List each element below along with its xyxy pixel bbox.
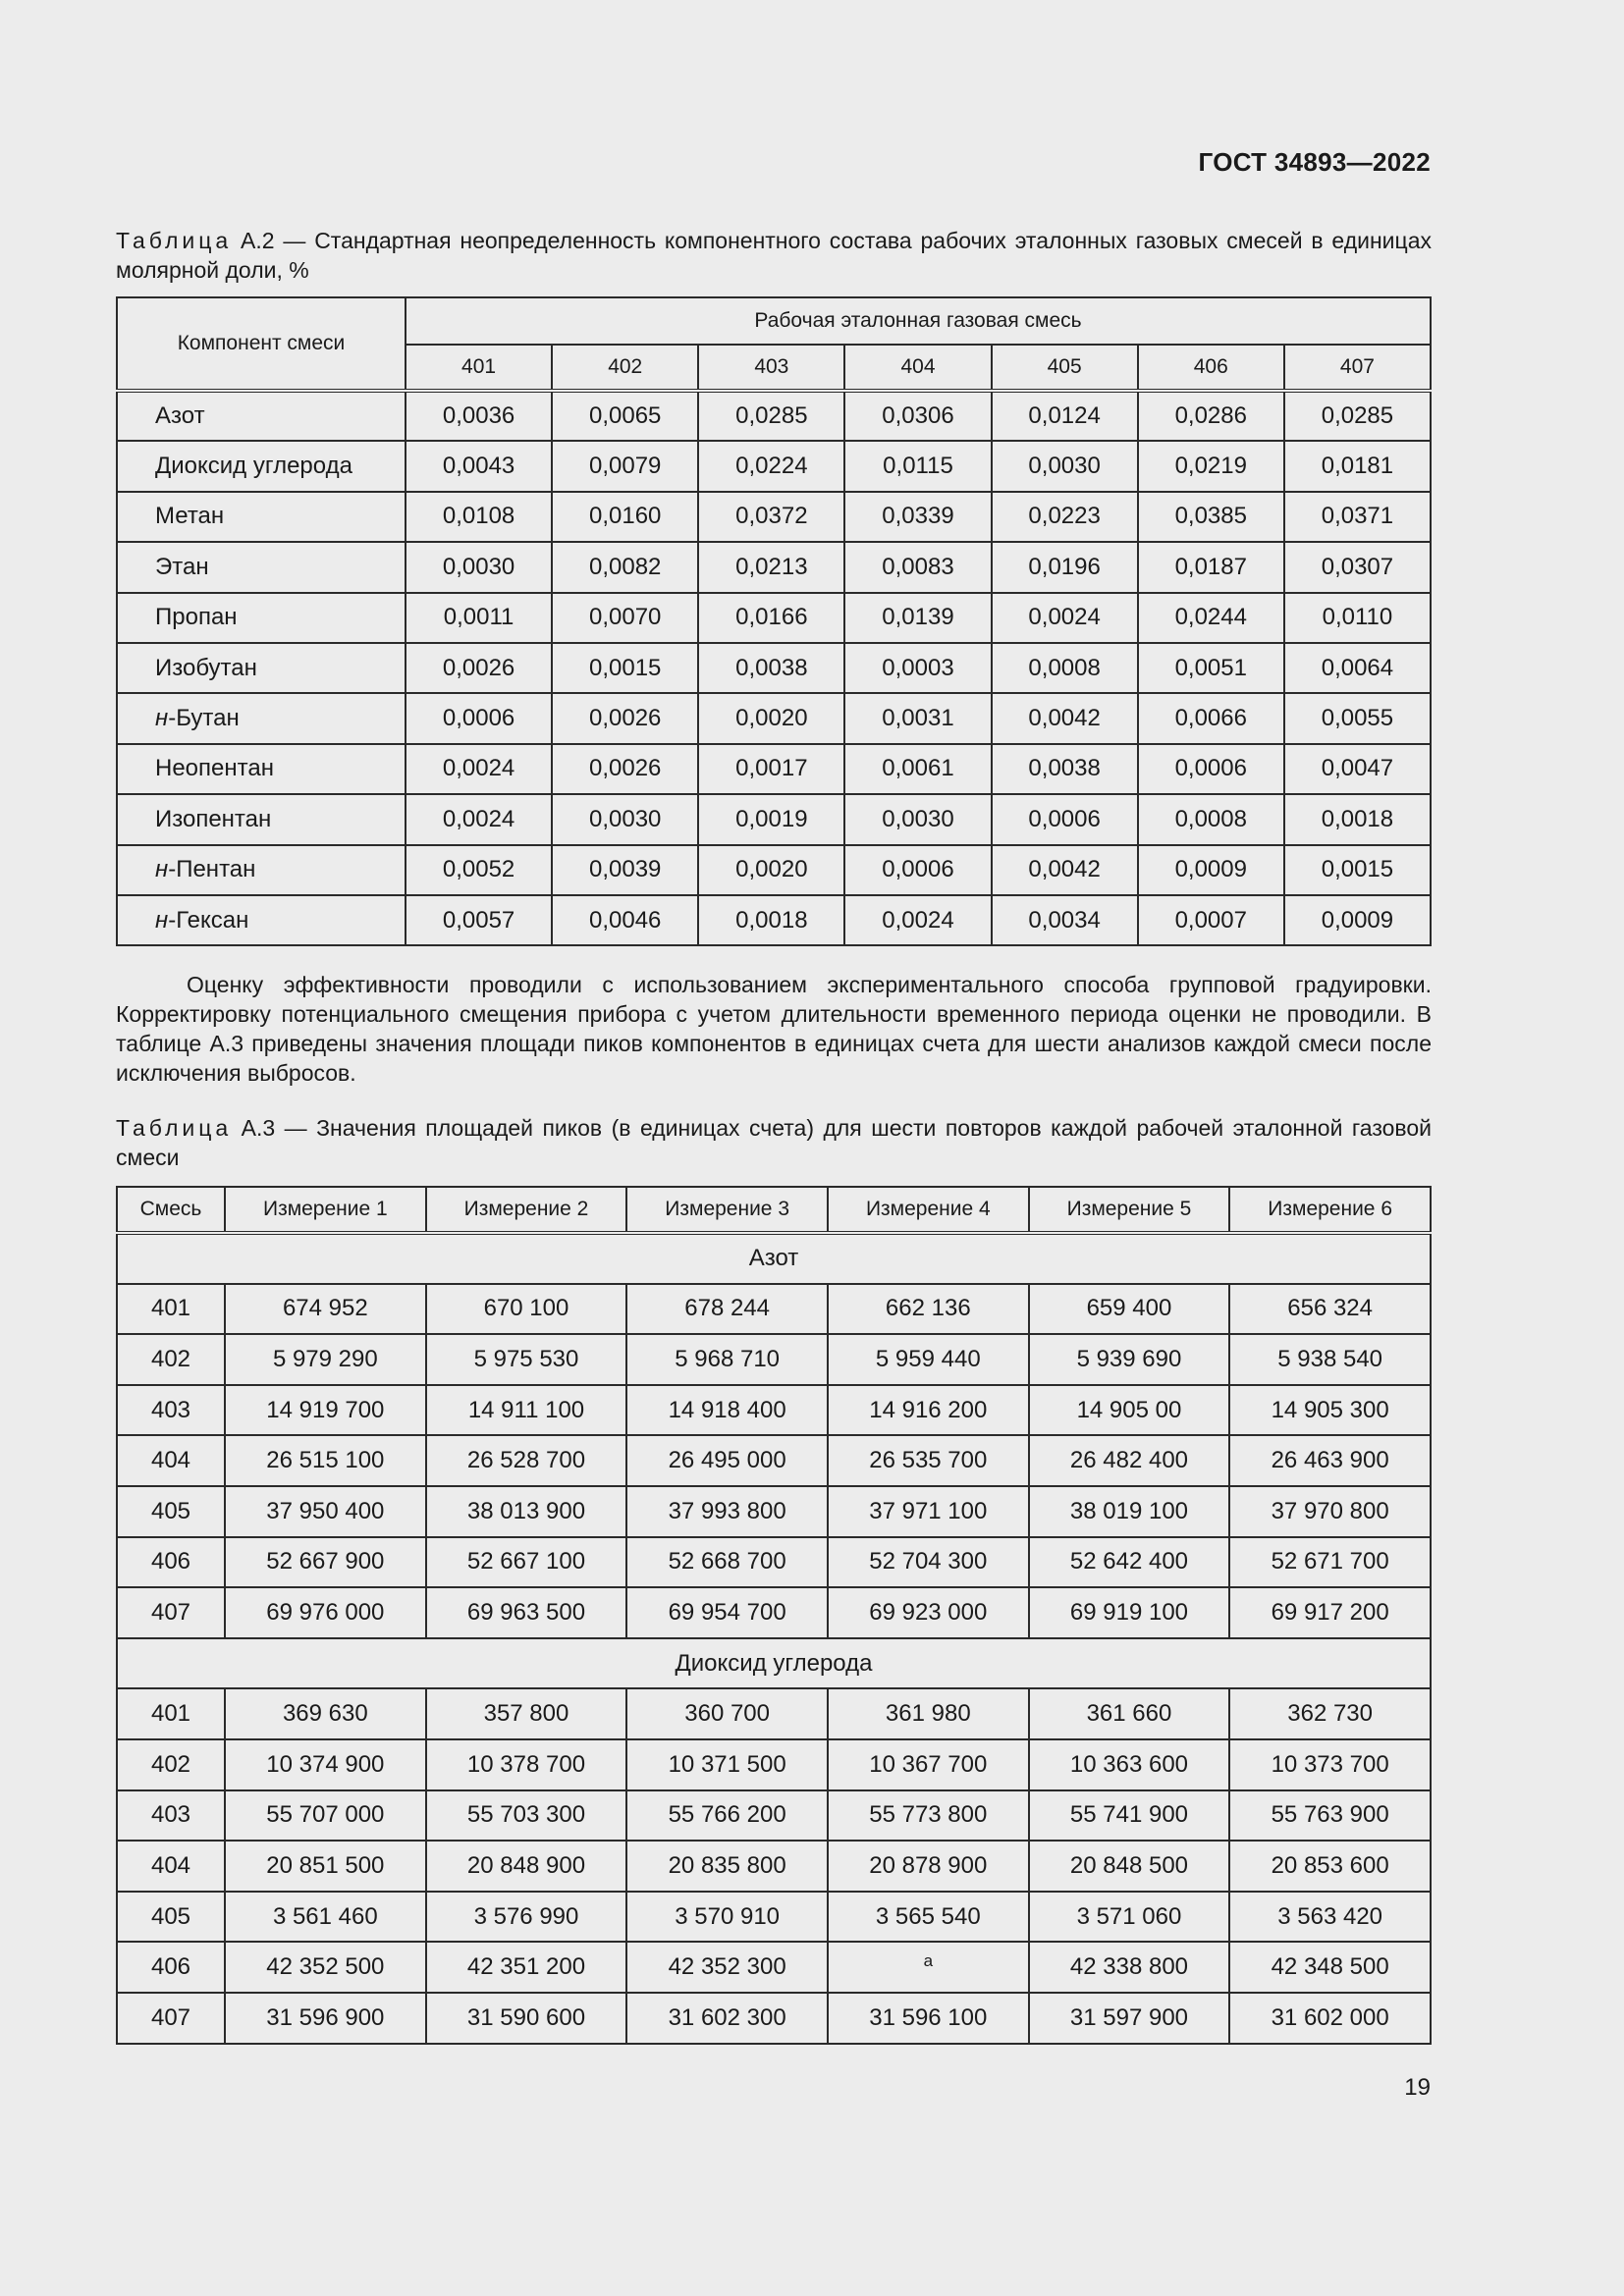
uncertainty-value: 0,0339 — [844, 492, 991, 542]
peak-area-value: 3 565 540 — [828, 1892, 1029, 1943]
peak-area-value: 678 244 — [626, 1284, 828, 1335]
peak-area-value: 361 980 — [828, 1688, 1029, 1739]
uncertainty-value: 0,0043 — [406, 441, 552, 491]
uncertainty-value: 0,0213 — [698, 542, 844, 592]
table-row — [117, 441, 1431, 491]
uncertainty-value: 0,0181 — [1284, 441, 1431, 491]
table-row — [117, 1334, 1431, 1385]
uncertainty-value: 0,0042 — [992, 845, 1138, 895]
component-label: Изобутан — [155, 654, 257, 681]
table-row — [117, 1284, 1431, 1335]
table-row — [117, 1739, 1431, 1790]
peak-area-value: 69 976 000 — [225, 1587, 426, 1638]
component-label: Азот — [155, 402, 205, 430]
uncertainty-value: 0,0026 — [552, 693, 698, 743]
uncertainty-value: 0,0066 — [1138, 693, 1284, 743]
peak-area-value: 20 878 900 — [828, 1841, 1029, 1892]
section-title: Азот — [117, 1233, 1431, 1284]
mixture-header-407: 407 — [1284, 345, 1431, 391]
peak-area-value: 52 642 400 — [1029, 1537, 1230, 1588]
mixture-id: 401 — [117, 1284, 225, 1335]
peak-area-value: 42 352 500 — [225, 1942, 426, 1993]
peak-area-value: 5 938 540 — [1229, 1334, 1431, 1385]
table-row — [117, 845, 1431, 895]
component-label: Неопентан — [155, 755, 274, 782]
uncertainty-value: 0,0036 — [406, 391, 552, 441]
peak-area-value: 52 671 700 — [1229, 1537, 1431, 1588]
component-name — [117, 391, 406, 441]
peak-area-value: 5 975 530 — [426, 1334, 627, 1385]
uncertainty-value: 0,0115 — [844, 441, 991, 491]
uncertainty-value: 0,0018 — [1284, 794, 1431, 844]
table-row — [117, 492, 1431, 542]
peak-area-value: 360 700 — [626, 1688, 828, 1739]
uncertainty-value: 0,0051 — [1138, 643, 1284, 693]
component-label: Пропан — [155, 604, 238, 631]
peak-area-value: 20 851 500 — [225, 1841, 426, 1892]
table-a2 — [116, 296, 1432, 946]
uncertainty-value: 0,0160 — [552, 492, 698, 542]
peak-area-value: 52 667 900 — [225, 1537, 426, 1588]
peak-area-value: 5 968 710 — [626, 1334, 828, 1385]
uncertainty-value: 0,0030 — [992, 441, 1138, 491]
component-label: Изопентан — [155, 805, 272, 832]
table-row — [117, 1385, 1431, 1436]
mixture-id: 402 — [117, 1739, 225, 1790]
peak-area-value: 42 338 800 — [1029, 1942, 1230, 1993]
component-name — [117, 441, 406, 491]
component-label: -Бутан — [168, 705, 240, 732]
table-row — [117, 1993, 1431, 2044]
uncertainty-value: 0,0224 — [698, 441, 844, 491]
component-header: Компонент смеси — [117, 297, 406, 391]
uncertainty-value: 0,0108 — [406, 492, 552, 542]
uncertainty-value: 0,0285 — [1284, 391, 1431, 441]
component-prefix: н — [155, 856, 169, 883]
mixture-id: 404 — [117, 1841, 225, 1892]
peak-area-value: 10 378 700 — [426, 1739, 627, 1790]
caption-text: А.3 — Значения площадей пиков (в единицах счета) для шести повторов каждой рабочей эталонной газовой смеси — [116, 1115, 1432, 1170]
peak-area-value: 14 905 00 — [1029, 1385, 1230, 1436]
uncertainty-value: 0,0015 — [552, 643, 698, 693]
uncertainty-value: 0,0030 — [406, 542, 552, 592]
component-name — [117, 693, 406, 743]
peak-area-value: 3 563 420 — [1229, 1892, 1431, 1943]
uncertainty-value: 0,0064 — [1284, 643, 1431, 693]
uncertainty-value: 0,0372 — [698, 492, 844, 542]
peak-area-value: 3 570 910 — [626, 1892, 828, 1943]
mixture-group-header: Рабочая эталонная газовая смесь — [406, 297, 1431, 345]
component-label: -Гексан — [168, 906, 249, 934]
mixture-id: 401 — [117, 1688, 225, 1739]
peak-area-value: 10 373 700 — [1229, 1739, 1431, 1790]
peak-area-value: 362 730 — [1229, 1688, 1431, 1739]
uncertainty-value: 0,0026 — [406, 643, 552, 693]
uncertainty-value: 0,0008 — [1138, 794, 1284, 844]
mixture-header-405: 405 — [992, 345, 1138, 391]
component-label: -Пентан — [168, 856, 256, 883]
peak-area-value: 31 597 900 — [1029, 1993, 1230, 2044]
mixture-header-406: 406 — [1138, 345, 1284, 391]
uncertainty-value: 0,0307 — [1284, 542, 1431, 592]
component-name — [117, 492, 406, 542]
uncertainty-value: 0,0038 — [992, 744, 1138, 794]
uncertainty-value: 0,0024 — [406, 794, 552, 844]
peak-area-value: 357 800 — [426, 1688, 627, 1739]
peak-area-value: 69 917 200 — [1229, 1587, 1431, 1638]
mixture-id: 406 — [117, 1537, 225, 1588]
table-row — [117, 1587, 1431, 1638]
table-a3 — [116, 1186, 1432, 2045]
peak-area-value: 659 400 — [1029, 1284, 1230, 1335]
peak-area-value: 55 763 900 — [1229, 1790, 1431, 1842]
uncertainty-value: 0,0285 — [698, 391, 844, 441]
uncertainty-value: 0,0306 — [844, 391, 991, 441]
peak-area-value: 69 954 700 — [626, 1587, 828, 1638]
uncertainty-value: 0,0052 — [406, 845, 552, 895]
peak-area-value: 42 352 300 — [626, 1942, 828, 1993]
peak-area-value: 20 853 600 — [1229, 1841, 1431, 1892]
table-row — [117, 542, 1431, 592]
peak-area-value: 52 704 300 — [828, 1537, 1029, 1588]
uncertainty-value: 0,0244 — [1138, 593, 1284, 643]
section-row — [117, 1638, 1431, 1689]
column-header: Измерение 6 — [1229, 1187, 1431, 1233]
peak-area-value: 14 905 300 — [1229, 1385, 1431, 1436]
table-row — [117, 1688, 1431, 1739]
uncertainty-value: 0,0057 — [406, 895, 552, 945]
peak-area-value: 42 351 200 — [426, 1942, 627, 1993]
peak-area-value: 37 970 800 — [1229, 1486, 1431, 1537]
uncertainty-value: 0,0070 — [552, 593, 698, 643]
component-name — [117, 794, 406, 844]
peak-area-value: 69 963 500 — [426, 1587, 627, 1638]
component-name — [117, 744, 406, 794]
peak-area-value: 37 993 800 — [626, 1486, 828, 1537]
peak-area-value: 38 013 900 — [426, 1486, 627, 1537]
uncertainty-value: 0,0042 — [992, 693, 1138, 743]
peak-area-value: 10 371 500 — [626, 1739, 828, 1790]
peak-area-value: 361 660 — [1029, 1688, 1230, 1739]
component-label: Этан — [155, 553, 209, 580]
peak-area-value: 38 019 100 — [1029, 1486, 1230, 1537]
uncertainty-value: 0,0124 — [992, 391, 1138, 441]
column-header: Измерение 2 — [426, 1187, 627, 1233]
peak-area-value: 52 668 700 — [626, 1537, 828, 1588]
mixture-id: 407 — [117, 1993, 225, 2044]
peak-area-value: 26 463 900 — [1229, 1435, 1431, 1486]
component-label: Диоксид углерода — [155, 453, 352, 480]
component-name — [117, 895, 406, 945]
mixture-id: 402 — [117, 1334, 225, 1385]
table-row — [117, 794, 1431, 844]
uncertainty-value: 0,0015 — [1284, 845, 1431, 895]
table-row — [117, 895, 1431, 945]
page-number: 19 — [1404, 2074, 1431, 2101]
table-row — [117, 593, 1431, 643]
uncertainty-value: 0,0038 — [698, 643, 844, 693]
uncertainty-value: 0,0046 — [552, 895, 698, 945]
peak-area-value: 31 602 300 — [626, 1993, 828, 2044]
peak-area-value: 369 630 — [225, 1688, 426, 1739]
peak-area-value: 662 136 — [828, 1284, 1029, 1335]
uncertainty-value: 0,0009 — [1284, 895, 1431, 945]
mixture-header-403: 403 — [698, 345, 844, 391]
peak-area-value: 55 703 300 — [426, 1790, 627, 1842]
uncertainty-value: 0,0110 — [1284, 593, 1431, 643]
uncertainty-value: 0,0083 — [844, 542, 991, 592]
uncertainty-value: 0,0011 — [406, 593, 552, 643]
peak-area-value: 3 561 460 — [225, 1892, 426, 1943]
uncertainty-value: 0,0166 — [698, 593, 844, 643]
uncertainty-value: 0,0008 — [992, 643, 1138, 693]
component-prefix: н — [155, 906, 169, 934]
peak-area-value: 3 576 990 — [426, 1892, 627, 1943]
mixture-id: 403 — [117, 1790, 225, 1842]
mixture-id: 407 — [117, 1587, 225, 1638]
table-row — [117, 744, 1431, 794]
uncertainty-value: 0,0018 — [698, 895, 844, 945]
peak-area-value: 20 848 900 — [426, 1841, 627, 1892]
peak-area-value: 3 571 060 — [1029, 1892, 1230, 1943]
uncertainty-value: 0,0219 — [1138, 441, 1284, 491]
uncertainty-value: 0,0031 — [844, 693, 991, 743]
uncertainty-value: 0,0030 — [552, 794, 698, 844]
uncertainty-value: 0,0007 — [1138, 895, 1284, 945]
uncertainty-value: 0,0039 — [552, 845, 698, 895]
table-row — [117, 1841, 1431, 1892]
mixture-id: 403 — [117, 1385, 225, 1436]
peak-area-value: 69 919 100 — [1029, 1587, 1230, 1638]
peak-area-value: 5 959 440 — [828, 1334, 1029, 1385]
peak-area-value: 10 367 700 — [828, 1739, 1029, 1790]
uncertainty-value: 0,0019 — [698, 794, 844, 844]
mixture-id: 405 — [117, 1892, 225, 1943]
mixture-id: 404 — [117, 1435, 225, 1486]
peak-area-value: 31 596 900 — [225, 1993, 426, 2044]
table-row — [117, 1486, 1431, 1537]
uncertainty-value: 0,0006 — [844, 845, 991, 895]
uncertainty-value: 0,0030 — [844, 794, 991, 844]
table-row — [117, 1942, 1431, 1993]
uncertainty-value: 0,0082 — [552, 542, 698, 592]
column-header: Измерение 4 — [828, 1187, 1029, 1233]
table-row — [117, 1790, 1431, 1842]
peak-area-value: 37 950 400 — [225, 1486, 426, 1537]
peak-area-value: а — [828, 1942, 1029, 1993]
body-paragraph: Оценку эффективности проводили с использованием экспериментального способа групповой градуировки. Корректировку потенциального смещения прибора с учетом длительности временного периода оценки не проводили. В таблице А.3 приведены значения площади пиков компонентов в единицах счета для шести анализов каждой смеси после исключения выбросов. — [116, 972, 1432, 1086]
peak-area-value: 670 100 — [426, 1284, 627, 1335]
peak-area-value: 26 535 700 — [828, 1435, 1029, 1486]
peak-area-value: 656 324 — [1229, 1284, 1431, 1335]
caption-text: А.2 — Стандартная неопределенность компонентного состава рабочих эталонных газовых смесей в единицах молярной доли, % — [116, 228, 1432, 283]
peak-area-value: 10 374 900 — [225, 1739, 426, 1790]
uncertainty-value: 0,0003 — [844, 643, 991, 693]
peak-area-value: 37 971 100 — [828, 1486, 1029, 1537]
uncertainty-value: 0,0024 — [992, 593, 1138, 643]
peak-area-value: 52 667 100 — [426, 1537, 627, 1588]
peak-area-value: 20 848 500 — [1029, 1841, 1230, 1892]
section-row — [117, 1233, 1431, 1284]
column-header: Смесь — [117, 1187, 225, 1233]
peak-area-value: 55 707 000 — [225, 1790, 426, 1842]
peak-area-value: 69 923 000 — [828, 1587, 1029, 1638]
peak-area-value: 55 741 900 — [1029, 1790, 1230, 1842]
peak-area-value: 26 482 400 — [1029, 1435, 1230, 1486]
peak-area-value: 5 979 290 — [225, 1334, 426, 1385]
uncertainty-value: 0,0024 — [844, 895, 991, 945]
uncertainty-value: 0,0061 — [844, 744, 991, 794]
column-header: Измерение 1 — [225, 1187, 426, 1233]
uncertainty-value: 0,0385 — [1138, 492, 1284, 542]
peak-area-value: 14 918 400 — [626, 1385, 828, 1436]
mixture-id: 405 — [117, 1486, 225, 1537]
uncertainty-value: 0,0223 — [992, 492, 1138, 542]
uncertainty-value: 0,0079 — [552, 441, 698, 491]
mixture-header-401: 401 — [406, 345, 552, 391]
uncertainty-value: 0,0006 — [1138, 744, 1284, 794]
uncertainty-value: 0,0020 — [698, 693, 844, 743]
uncertainty-value: 0,0187 — [1138, 542, 1284, 592]
peak-area-value: 14 911 100 — [426, 1385, 627, 1436]
mixture-header-404: 404 — [844, 345, 991, 391]
uncertainty-value: 0,0006 — [406, 693, 552, 743]
peak-area-value: 31 596 100 — [828, 1993, 1029, 2044]
peak-area-value: 5 939 690 — [1029, 1334, 1230, 1385]
peak-area-value: 14 916 200 — [828, 1385, 1029, 1436]
caption-label: Таблица — [116, 1115, 233, 1141]
component-prefix: н — [155, 705, 169, 732]
uncertainty-value: 0,0017 — [698, 744, 844, 794]
component-label: Метан — [155, 503, 225, 530]
table-row — [117, 1435, 1431, 1486]
table-row — [117, 693, 1431, 743]
uncertainty-value: 0,0286 — [1138, 391, 1284, 441]
table-row — [117, 1537, 1431, 1588]
peak-area-value: 55 773 800 — [828, 1790, 1029, 1842]
uncertainty-value: 0,0047 — [1284, 744, 1431, 794]
uncertainty-value: 0,0026 — [552, 744, 698, 794]
peak-area-value: 14 919 700 — [225, 1385, 426, 1436]
uncertainty-value: 0,0020 — [698, 845, 844, 895]
peak-area-value: 26 495 000 — [626, 1435, 828, 1486]
document-code: ГОСТ 34893—2022 — [1198, 147, 1431, 177]
peak-area-value: 26 515 100 — [225, 1435, 426, 1486]
mixture-header-402: 402 — [552, 345, 698, 391]
caption-label: Таблица — [116, 228, 233, 253]
uncertainty-value: 0,0139 — [844, 593, 991, 643]
section-title: Диоксид углерода — [117, 1638, 1431, 1689]
peak-area-value: 674 952 — [225, 1284, 426, 1335]
uncertainty-value: 0,0024 — [406, 744, 552, 794]
component-name — [117, 593, 406, 643]
uncertainty-value: 0,0055 — [1284, 693, 1431, 743]
peak-area-value: 42 348 500 — [1229, 1942, 1431, 1993]
component-name — [117, 643, 406, 693]
uncertainty-value: 0,0371 — [1284, 492, 1431, 542]
table-a2-caption — [116, 226, 1432, 285]
uncertainty-value: 0,0065 — [552, 391, 698, 441]
table-row — [117, 643, 1431, 693]
component-name — [117, 845, 406, 895]
peak-area-value: 31 590 600 — [426, 1993, 627, 2044]
peak-area-value: 10 363 600 — [1029, 1739, 1230, 1790]
peak-area-value: 31 602 000 — [1229, 1993, 1431, 2044]
column-header: Измерение 3 — [626, 1187, 828, 1233]
table-row — [117, 391, 1431, 441]
uncertainty-value: 0,0006 — [992, 794, 1138, 844]
component-name — [117, 542, 406, 592]
column-header: Измерение 5 — [1029, 1187, 1230, 1233]
table-a3-caption — [116, 1113, 1432, 1172]
peak-area-value: 26 528 700 — [426, 1435, 627, 1486]
uncertainty-value: 0,0196 — [992, 542, 1138, 592]
uncertainty-value: 0,0009 — [1138, 845, 1284, 895]
table-row — [117, 1892, 1431, 1943]
mixture-id: 406 — [117, 1942, 225, 1993]
peak-area-value: 20 835 800 — [626, 1841, 828, 1892]
uncertainty-value: 0,0034 — [992, 895, 1138, 945]
peak-area-value: 55 766 200 — [626, 1790, 828, 1842]
